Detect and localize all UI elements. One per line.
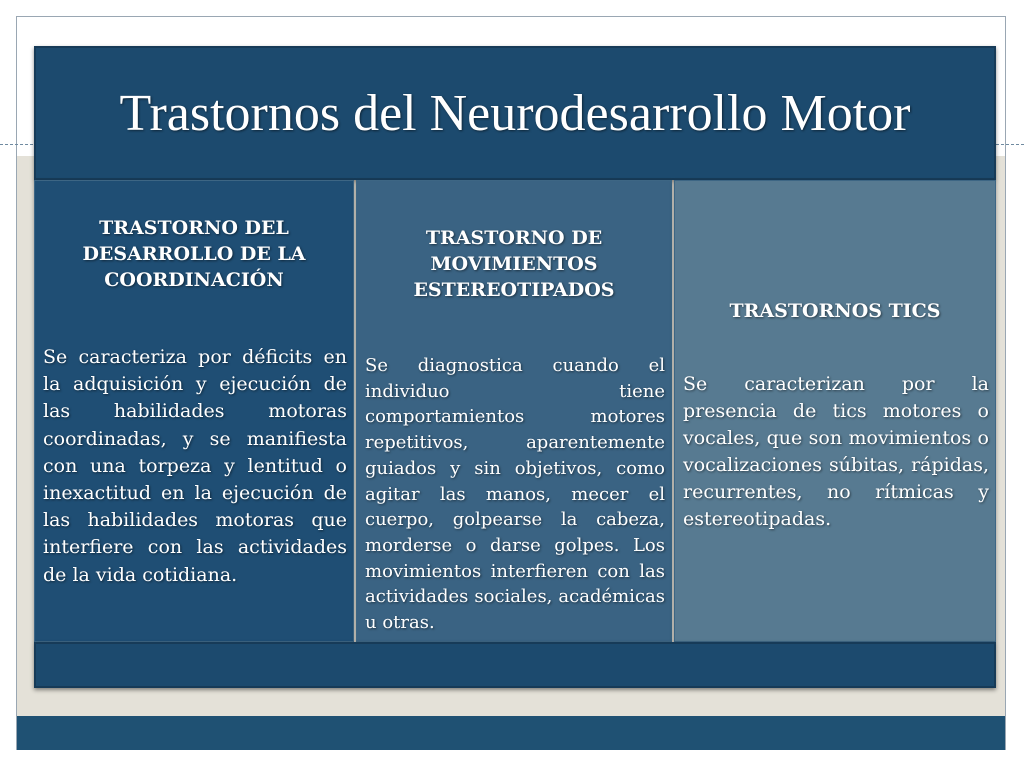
column-stereotyped	[356, 180, 672, 642]
title-box	[34, 46, 996, 180]
column-coordination	[34, 180, 354, 642]
column-heading-stereotyped: TRASTORNO DE MOVIMIENTOS ESTEREOTIPADOS	[413, 227, 615, 301]
footer-box	[34, 642, 996, 688]
slide-title: Trastornos del Neurodesarrollo Motor	[119, 84, 911, 142]
column-body-tics: Se caracterizan por la presencia de tics motores o vocales, que son movimientos o vocalizaciones súbitas, rápidas, recurrentes, no rítmicas y estereotipadas.	[683, 373, 989, 530]
column-heading-tics: TRASTORNOS TICS	[729, 300, 941, 322]
column-body-stereotyped: Se diagnostica cuando el individuo tiene comportamientos motores repetitivos, aparentemente guiados y sin objetivos, como agitar las manos, mecer el cuerpo, golpearse la cabeza, morderse o darse golpes. Los movimientos interfieren con las actividades sociales, académicas u otras.	[365, 355, 665, 634]
column-heading-coordination: TRASTORNO DEL DESARROLLO DE LA COORDINACIÓN	[82, 217, 306, 291]
column-body-coordination: Se caracteriza por déficits en la adquisición y ejecución de las habilidades motoras coordinadas, y se manifiesta con una torpeza y lentitud o inexactitud en la ejecución de las habilidades motoras que interfiere con las actividades de la vida cotidiana.	[43, 346, 347, 586]
column-tics	[674, 180, 996, 642]
bottom-band	[17, 716, 1005, 750]
